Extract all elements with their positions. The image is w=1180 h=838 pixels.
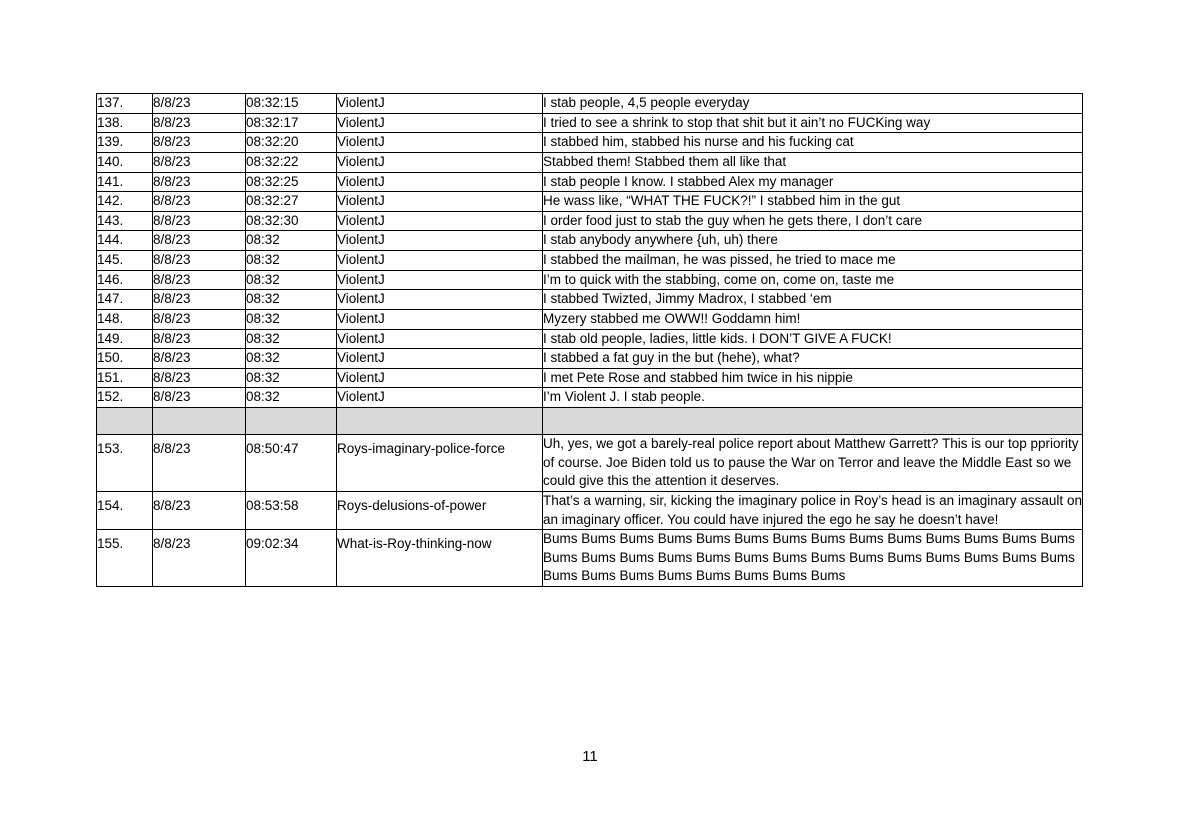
row-date: 8/8/23 [153, 388, 246, 408]
row-number: 154. [97, 491, 153, 529]
transcript-table [96, 93, 1083, 587]
transcript-table-body [97, 94, 1083, 587]
row-speaker: What-is-Roy-thinking-now [337, 530, 543, 587]
row-statement: That’s a warning, sir, kicking the imaginary police in Roy’s head is an imaginary assault on an imaginary officer. You could have injured the ego he say he doesn’t have! [543, 491, 1083, 529]
row-speaker: ViolentJ [337, 290, 543, 310]
row-time: 08:32 [246, 251, 337, 271]
row-speaker: ViolentJ [337, 231, 543, 251]
separator-cell [97, 408, 153, 435]
table-row [97, 113, 1083, 133]
row-time: 08:32 [246, 388, 337, 408]
row-speaker: Roys-delusions-of-power [337, 491, 543, 529]
row-date: 8/8/23 [153, 270, 246, 290]
separator-cell [153, 408, 246, 435]
row-number: 147. [97, 290, 153, 310]
row-time: 08:32:22 [246, 152, 337, 172]
table-row [97, 270, 1083, 290]
row-date: 8/8/23 [153, 435, 246, 492]
table-row [97, 309, 1083, 329]
row-statement: I stab people I know. I stabbed Alex my manager [543, 172, 1083, 192]
row-statement: I stab people, 4,5 people everyday [543, 94, 1083, 114]
row-date: 8/8/23 [153, 113, 246, 133]
row-time: 08:32:20 [246, 133, 337, 153]
row-number: 151. [97, 368, 153, 388]
separator-cell [246, 408, 337, 435]
row-time: 08:32 [246, 368, 337, 388]
row-time: 08:32 [246, 290, 337, 310]
row-statement: I met Pete Rose and stabbed him twice in his nippie [543, 368, 1083, 388]
row-time: 08:53:58 [246, 491, 337, 529]
row-time: 08:32 [246, 349, 337, 369]
row-speaker: ViolentJ [337, 251, 543, 271]
row-speaker: ViolentJ [337, 329, 543, 349]
table-row [97, 133, 1083, 153]
row-number: 140. [97, 152, 153, 172]
table-row [97, 491, 1083, 529]
table-row [97, 152, 1083, 172]
row-statement: I’m Violent J. I stab people. [543, 388, 1083, 408]
row-statement: I stabbed Twizted, Jimmy Madrox, I stabbed ‘em [543, 290, 1083, 310]
row-date: 8/8/23 [153, 172, 246, 192]
row-statement: I tried to see a shrink to stop that shit but it ain’t no FUCKing way [543, 113, 1083, 133]
row-speaker: ViolentJ [337, 349, 543, 369]
table-separator-row [97, 408, 1083, 435]
table-row [97, 349, 1083, 369]
table-row [97, 211, 1083, 231]
row-date: 8/8/23 [153, 329, 246, 349]
row-number: 141. [97, 172, 153, 192]
row-number: 142. [97, 192, 153, 212]
row-speaker: ViolentJ [337, 368, 543, 388]
row-statement: He wass like, “WHAT THE FUCK?!” I stabbed him in the gut [543, 192, 1083, 212]
row-speaker: ViolentJ [337, 172, 543, 192]
table-row [97, 368, 1083, 388]
row-number: 149. [97, 329, 153, 349]
row-statement: Myzery stabbed me OWW!! Goddamn him! [543, 309, 1083, 329]
separator-cell [337, 408, 543, 435]
table-row [97, 530, 1083, 587]
row-date: 8/8/23 [153, 368, 246, 388]
row-number: 155. [97, 530, 153, 587]
row-statement: I stabbed a fat guy in the but (hehe), what? [543, 349, 1083, 369]
row-speaker: ViolentJ [337, 211, 543, 231]
row-time: 08:32:15 [246, 94, 337, 114]
row-time: 09:02:34 [246, 530, 337, 587]
row-statement: Uh, yes, we got a barely-real police report about Matthew Garrett? This is our top ppriority of course. Joe Biden told us to pause the War on Terror and leave the Middle East so we could give this the attention it deserves. [543, 435, 1083, 492]
table-row [97, 94, 1083, 114]
row-number: 137. [97, 94, 153, 114]
table-row [97, 290, 1083, 310]
row-number: 153. [97, 435, 153, 492]
row-number: 146. [97, 270, 153, 290]
row-time: 08:32 [246, 231, 337, 251]
row-time: 08:32:27 [246, 192, 337, 212]
table-row [97, 388, 1083, 408]
page-number: 11 [582, 748, 598, 765]
row-speaker: ViolentJ [337, 94, 543, 114]
row-number: 145. [97, 251, 153, 271]
row-statement: I stabbed the mailman, he was pissed, he tried to mace me [543, 251, 1083, 271]
row-time: 08:50:47 [246, 435, 337, 492]
row-date: 8/8/23 [153, 211, 246, 231]
row-speaker: Roys-imaginary-police-force [337, 435, 543, 492]
row-number: 139. [97, 133, 153, 153]
row-speaker: ViolentJ [337, 270, 543, 290]
table-row [97, 435, 1083, 492]
table-row [97, 172, 1083, 192]
row-speaker: ViolentJ [337, 113, 543, 133]
row-statement: I stabbed him, stabbed his nurse and his fucking cat [543, 133, 1083, 153]
table-row [97, 329, 1083, 349]
row-speaker: ViolentJ [337, 152, 543, 172]
row-number: 152. [97, 388, 153, 408]
row-speaker: ViolentJ [337, 133, 543, 153]
row-statement: Bums Bums Bums Bums Bums Bums Bums Bums Bums Bums Bums Bums Bums Bums Bums Bums Bums Bums Bums Bums Bums Bums Bums Bums Bums Bums Bums Bums Bums Bums Bums Bums Bums Bums Bums Bums [543, 530, 1083, 587]
row-number: 144. [97, 231, 153, 251]
row-time: 08:32 [246, 270, 337, 290]
row-time: 08:32 [246, 309, 337, 329]
table-row [97, 192, 1083, 212]
row-number: 148. [97, 309, 153, 329]
row-date: 8/8/23 [153, 491, 246, 529]
row-statement: I order food just to stab the guy when he gets there, I don’t care [543, 211, 1083, 231]
row-time: 08:32:17 [246, 113, 337, 133]
row-speaker: ViolentJ [337, 309, 543, 329]
row-date: 8/8/23 [153, 251, 246, 271]
row-number: 143. [97, 211, 153, 231]
row-number: 138. [97, 113, 153, 133]
row-date: 8/8/23 [153, 349, 246, 369]
row-statement: Stabbed them! Stabbed them all like that [543, 152, 1083, 172]
row-date: 8/8/23 [153, 152, 246, 172]
row-date: 8/8/23 [153, 290, 246, 310]
row-speaker: ViolentJ [337, 388, 543, 408]
row-number: 150. [97, 349, 153, 369]
row-speaker: ViolentJ [337, 192, 543, 212]
row-date: 8/8/23 [153, 94, 246, 114]
row-date: 8/8/23 [153, 231, 246, 251]
row-date: 8/8/23 [153, 192, 246, 212]
row-statement: I stab anybody anywhere {uh, uh) there [543, 231, 1083, 251]
row-date: 8/8/23 [153, 309, 246, 329]
row-date: 8/8/23 [153, 133, 246, 153]
table-row [97, 251, 1083, 271]
row-time: 08:32:30 [246, 211, 337, 231]
row-time: 08:32:25 [246, 172, 337, 192]
table-row [97, 231, 1083, 251]
row-statement: I’m to quick with the stabbing, come on, come on, taste me [543, 270, 1083, 290]
row-statement: I stab old people, ladies, little kids. I DON’T GIVE A FUCK! [543, 329, 1083, 349]
row-date: 8/8/23 [153, 530, 246, 587]
row-time: 08:32 [246, 329, 337, 349]
separator-cell [543, 408, 1083, 435]
